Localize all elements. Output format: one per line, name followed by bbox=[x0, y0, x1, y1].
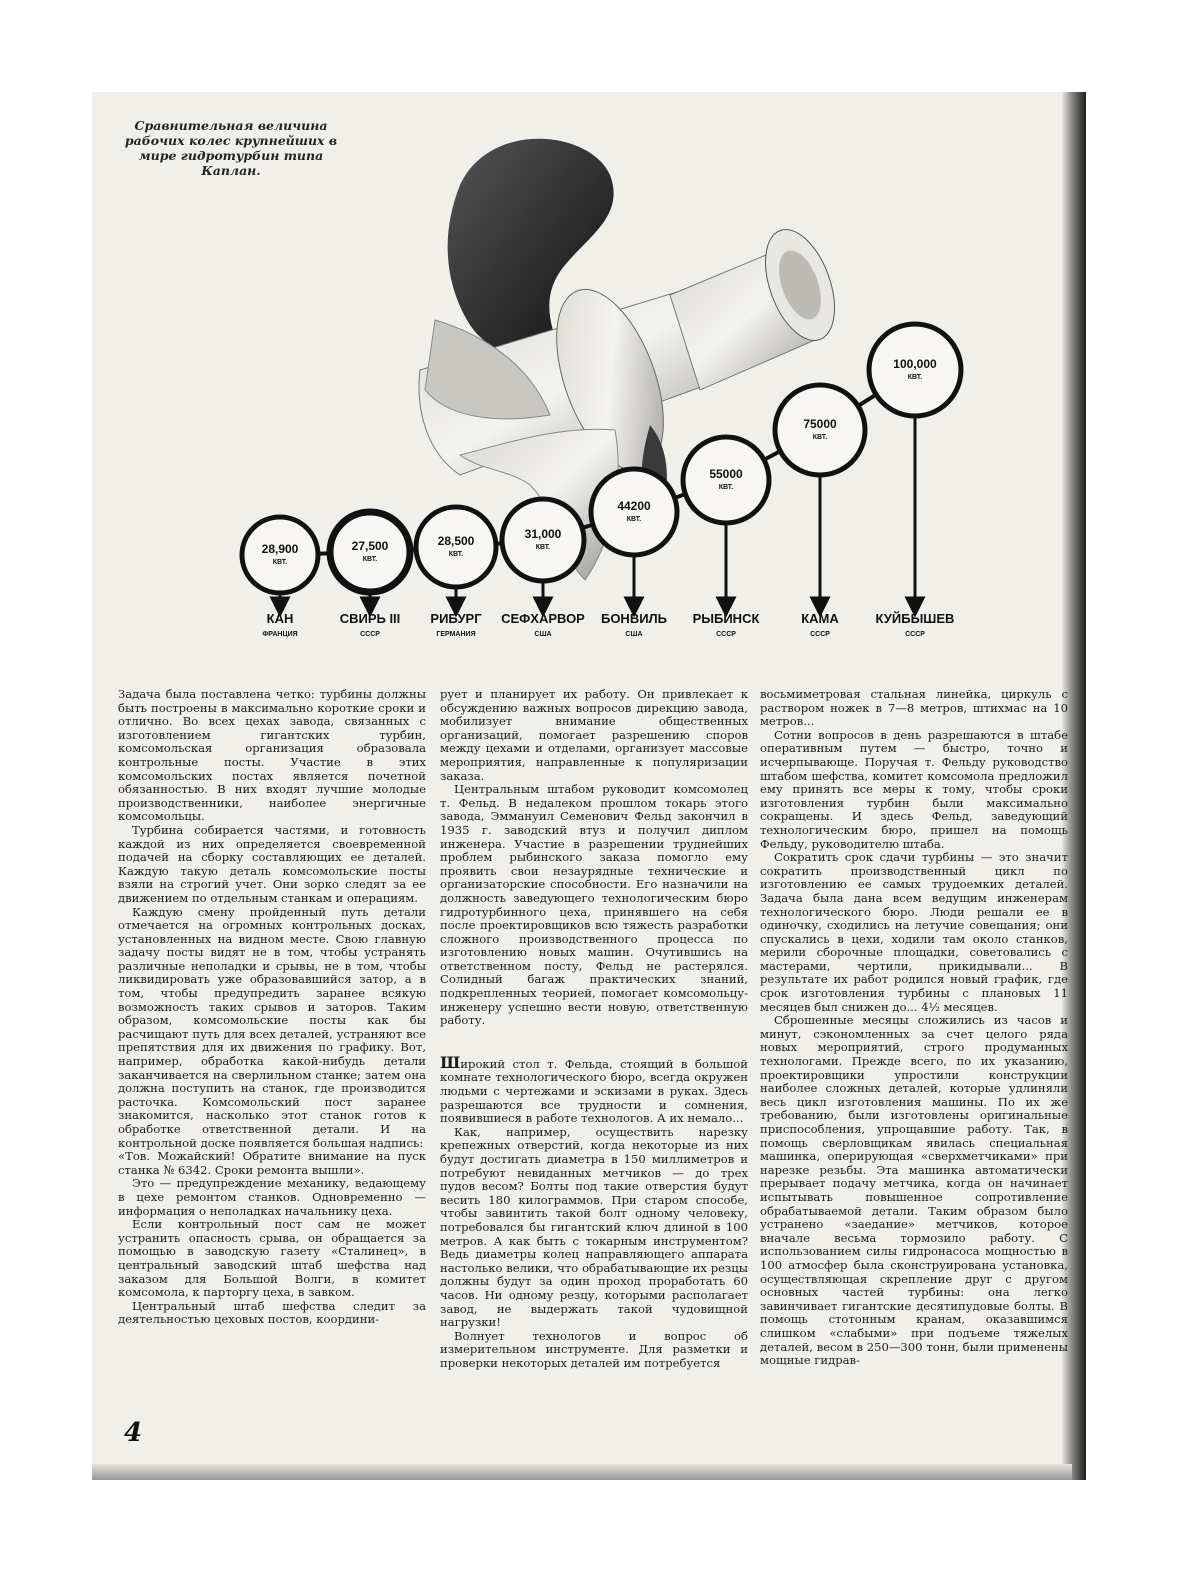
capacity-unit: КВТ. bbox=[626, 516, 642, 523]
capacity-value: 100,000 bbox=[893, 357, 937, 371]
text-column-1 bbox=[118, 688, 426, 1327]
col3-paragraph: Сотни вопросов в день разрешаются в штабе оперативным путем — быстро, точно и исчерпывающе. Поручая т. Фельду руководство штабом шефства, комитет комсомола предложил ему принять все меры к тому, чтобы сроки изготовления турбин были максимально сокращены. И здесь Фельд, заведующий технологическим бюро, пришел на помощь Фельду, руководителю штаба. bbox=[760, 727, 1068, 851]
station-name: РИБУРГ bbox=[430, 611, 482, 626]
turbine-comparison-figure bbox=[230, 125, 990, 665]
station-country: СССР bbox=[360, 631, 380, 638]
station-country: СССР bbox=[716, 631, 736, 638]
page-bottom-edge bbox=[92, 1464, 1072, 1480]
station-name: РЫБИНСК bbox=[692, 611, 760, 626]
station-name: СВИРЬ III bbox=[339, 611, 401, 626]
text-column-2 bbox=[440, 688, 748, 1371]
capacity-unit: КВТ. bbox=[362, 556, 378, 563]
col3-paragraph: Сократить срок сдачи турбины — это значит сократить производственный цикл по изготовлению ее самых трудоемких деталей. Задача была дана всем ведущим инженерам технологического бюро. Люди решали ее в одиночку, сходились на летучие совещания; они спускались в цехи, ходили там около станков, мерили сборочные площадки, советовались с мастерами, чертили, прикидывали... В результате их работ родился новый график, где срок изготовления турбины с плановых 11 месяцев был снижен до... 4½ месяцев. bbox=[760, 850, 1068, 1014]
capacity-value: 55000 bbox=[709, 467, 743, 481]
capacity-unit: КВТ. bbox=[535, 544, 551, 551]
col1-paragraph: Турбина собирается частями, и готовность каждой из них определяется своевременной подачей на сборку составляющих ее деталей. Каждую такую деталь комсомольские посты взяли на строгий учет. Они зорко следят за ее движением по отдельным станкам и операциям. bbox=[118, 822, 426, 905]
capacity-value: 27,500 bbox=[351, 539, 389, 553]
capacity-unit: КВТ. bbox=[272, 559, 288, 566]
col2-paragraph: Как, например, осуществить нарезку крепежных отверстий, когда некоторые из них будут достигать диаметра в 150 миллиметров и потребуют невиданных метчиков — до трех пудов весом? Болты под такие отверстия будут весить 180 килограммов. При старом способе, чтобы завинтить такой болт одному человеку, потребовался бы гигантский ключ длиной в 100 метров. А как быть с токарным инструментом? Ведь диаметры колец направляющего аппарата настолько велики, что обрабатывающие их резцы должны будут за один проход проработать 60 часов. Ни одному резцу, которыми располагает завод, не выдержать такой чудовищной нагрузки! bbox=[440, 1124, 748, 1330]
station-country: ФРАНЦИЯ bbox=[262, 631, 298, 638]
col3-paragraph: Сброшенные месяцы сложились из часов и минут, сэкономленных за счет целого ряда новых мероприятий, строго продуманных технологами. Прежде всего, по их указанию, проектировщики упростили конструкции наиболее сложных деталей, которые удлиняли весь цикл изготовления машины. По их же требованию, были изготовлены оригинальные приспособления, упрощавшие работу. Так, в помощь сверловщикам явилась специальная машинка, оперирующая «сверхметчиками» при нарезке резьбы. Эта машинка автоматически прерывает подачу метчика, когда он начинает испытывать повышенное сопротивление обрабатываемой детали. Таким образом было устранено «заедание» метчиков, которое вначале весьма тормозило работу. С использованием силы гидронасоса мощностью в 100 атмосфер была сконструирована установка, осуществляющая скрепление друг с другом основных частей турбины: она легко завинчивает гигантские десятипудовые болты. В помощь стотонным кранам, оказавшимся слишком «слабыми» при подъеме тяжелых деталей, весом в 250—300 тонн, были применены мощные гидрав- bbox=[760, 1013, 1068, 1368]
col3-paragraph: восьмиметровая стальная линейка, циркуль с раствором ножек в 7—8 метров, штихмас на 10 метров... bbox=[760, 687, 1068, 729]
col1-paragraph: Каждую смену пройденный путь детали отмечается на огромных контрольных досках, установленных на видном месте. Свою главную задачу посты видят не в том, чтобы устранять различные неполадки и срывы, не в том, чтобы ликвидировать уже образовавшийся затор, а в том, чтобы предупредить заранее всякую возможность таких срывов и заторов. Таким образом, комсомольские посты как бы расчищают путь для всех деталей, устраняют все препятствия для их движения по графику. Вот, например, обработка какой-нибудь детали заканчивается на сверлильном станке; затем она должна поступить на станок, где производится расточка. Комсомольский пост заранее знакомится, насколько этот станок готов к обработке ответственной детали. И на контрольной доске появляется большая надпись: bbox=[118, 904, 426, 1150]
capacity-value: 28,500 bbox=[437, 534, 475, 548]
section-dropcap: Ш bbox=[440, 1052, 461, 1072]
station-name: БОНВИЛЬ bbox=[600, 611, 668, 626]
capacity-unit: КВТ. bbox=[448, 551, 464, 558]
col1-paragraph: Если контрольный пост сам не может устранить опасность срыва, он обращается за помощью в заводскую газету «Сталинец», в центральный заводский штаб шефства над заказом для Большой Волги, в комитет комсомола, к парторгу цеха, в завком. bbox=[118, 1217, 426, 1300]
station-country: США bbox=[625, 631, 643, 638]
station-name: СЕФХАРВОР bbox=[501, 611, 585, 626]
text-column-3 bbox=[760, 688, 1068, 1368]
col1-paragraph: Задача была поставлена четко: турбины должны быть построены в максимально короткие сроки и отлично. Во всех цехах завода, связанных с изготовлением гигантских турбин, комсомольская организация образовала контрольные посты. Участие в этих комсомольских постах является почетной обязанностью. В них входят лучшие молодые производственники, наиболее энергичные комсомольцы. bbox=[118, 687, 426, 824]
page-number: 4 bbox=[124, 1418, 143, 1448]
turbine-comparison-svg bbox=[230, 125, 990, 665]
capacity-value: 44200 bbox=[617, 499, 651, 513]
col2-section-start bbox=[440, 1052, 748, 1126]
capacity-unit: КВТ. bbox=[718, 484, 734, 491]
capacity-unit: КВТ. bbox=[812, 434, 828, 441]
capacity-value: 28,900 bbox=[261, 542, 299, 556]
col2-paragraph: Волнует технологов и вопрос об измерительном инструменте. Для разметки и проверки некоторых деталей им потребуется bbox=[440, 1328, 748, 1370]
capacity-value: 31,000 bbox=[524, 527, 562, 541]
col1-paragraph: Центральный штаб шефства следит за деятельностью цеховых постов, координи- bbox=[118, 1298, 426, 1327]
station-country: ГЕРМАНИЯ bbox=[436, 631, 476, 638]
station-name: КУЙБЫШЕВ bbox=[875, 611, 955, 626]
station-name: КАН bbox=[266, 611, 294, 626]
station-country: СССР bbox=[810, 631, 830, 638]
capacity-value: 75000 bbox=[803, 417, 837, 431]
col2-paragraph: рует и планирует их работу. Он привлекает к обсуждению важных вопросов дирекцию завода, мобилизует внимание общественных организаций, помогает разрешению споров между цехами и отделами, организует массовые мероприятия, направленные к популяризации заказа. bbox=[440, 687, 748, 783]
station-country: СССР bbox=[905, 631, 925, 638]
figure-caption: Сравнительная величина рабочих колес крупнейших в мире гидротурбин типа Каплан. bbox=[124, 118, 338, 178]
col1-quote: «Тов. Можайский! Обратите внимание на пуск станка № 6342. Сроки ремонта вышли». bbox=[118, 1149, 426, 1177]
col2-section-text: ирокий стол т. Фельда, стоящий в большой комнате технологического бюро, всегда окружен людьми с чертежами и эскизами в руках. Здесь разрешаются все трудности и сомнения, появившиеся в работе технологов. А их немало... bbox=[440, 1056, 748, 1126]
station-country: США bbox=[534, 631, 552, 638]
col2-paragraph: Центральным штабом руководит комсомолец т. Фельд. В недалеком прошлом токарь этого завода, Эммануил Семенович Фельд закончил в 1935 г. заводский втуз и получил диплом инженера. Участие в разрешении труднейших проблем рыбинского заказа помогло ему проявить свои незаурядные технические и организаторские способности. Его назначили на должность заведующего технологическим бюро гидротурбинного цеха, принявшего на себя после проектировщиков всю тяжесть разработки сложного производственного процесса по изготовлению новых машин. Очутившись на ответственном посту, Фельд не растерялся. Солидный багаж практических знаний, подкрепленных теорией, помогает комсомольцу-инженеру успешно вести новую, ответственную работу. bbox=[440, 782, 748, 1028]
capacity-unit: КВТ. bbox=[907, 374, 923, 381]
col1-paragraph: Это — предупреждение механику, ведающему в цехе ремонтом станков. Одновременно — информация о неполадках начальнику цеха. bbox=[118, 1176, 426, 1218]
station-name: КАМА bbox=[801, 611, 839, 626]
